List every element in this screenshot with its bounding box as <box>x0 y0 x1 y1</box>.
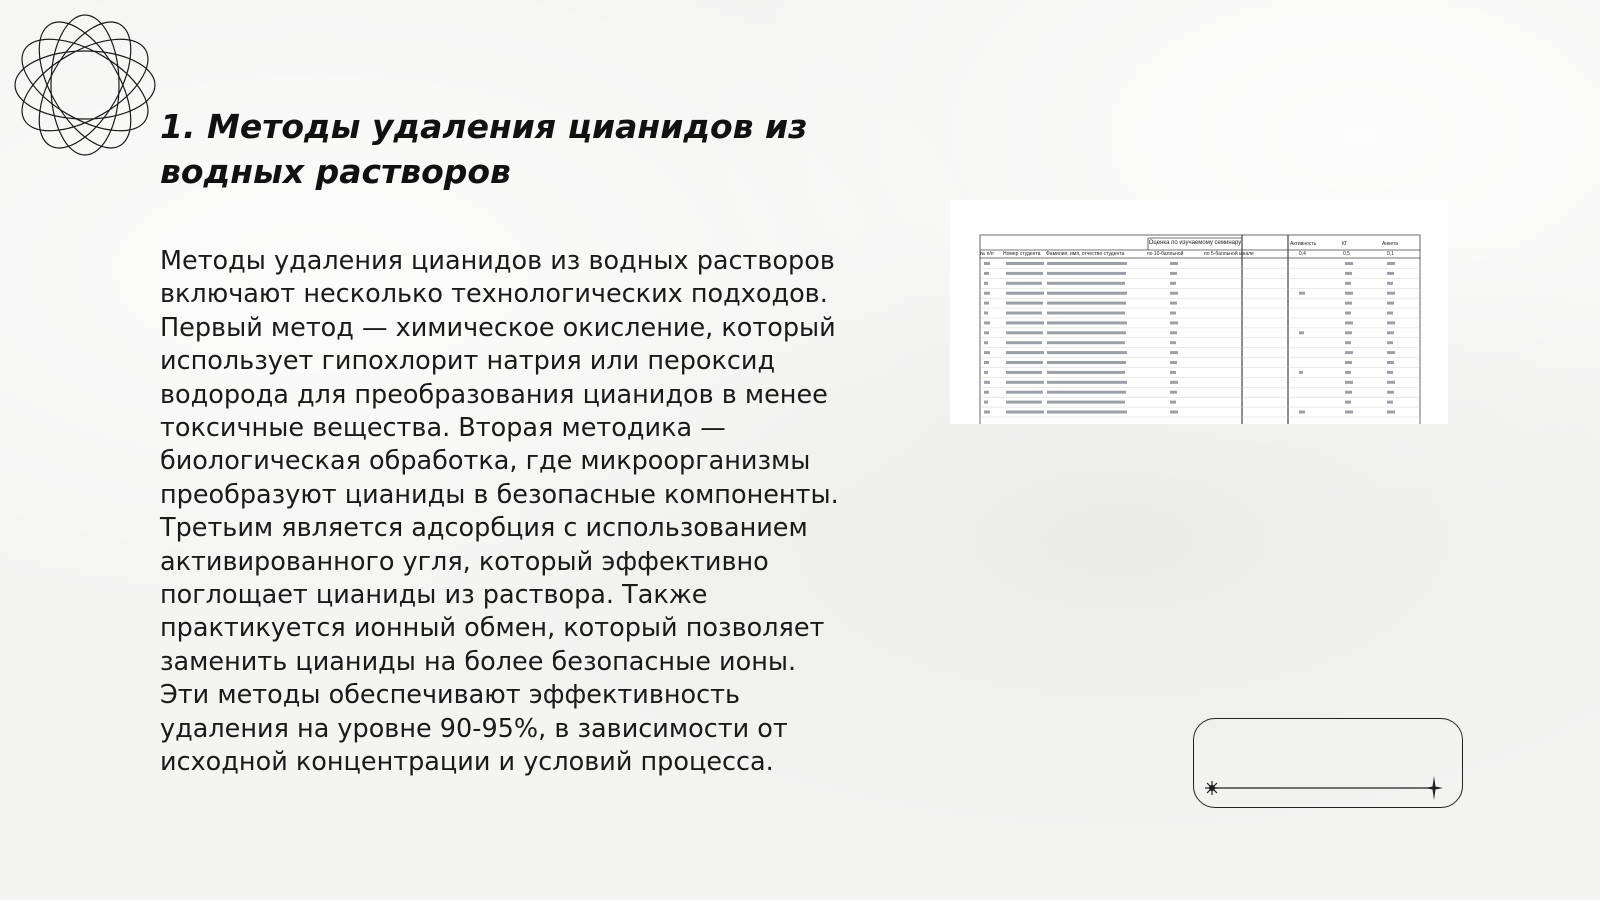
spreadsheet-image <box>950 200 1448 424</box>
slide-title: 1. Методы удаления цианидов из водных растворов <box>160 107 808 191</box>
decorative-frame <box>1193 718 1463 808</box>
sheet-row <box>980 351 1420 358</box>
sheet-row <box>980 331 1420 338</box>
sheet-column-header: КГ <box>1342 241 1348 247</box>
sheet-row <box>980 292 1420 299</box>
star-icon <box>1425 776 1443 800</box>
sheet-row <box>980 371 1420 378</box>
body-paragraph: Методы удаления цианидов из водных растворов включают несколько технологических подходов. Первый метод — химическое окисление, который использует гипохлорит натрия или пероксид водорода для преобразования цианидов в менее токсичные вещества. Вторая методика — биологическая обработка, где микроорганизмы преобразуют цианиды в безопасные компоненты. Третьим является адсорбция с использованием активированного угля, который эффективно поглощает цианиды из раствора. Также практикуется ионный обмен, который позволяет заменить цианиды на более безопасные ионы. Эти методы обеспечивают эффективность удаления на уровне 90-95%, в зависимости от исходной концентрации и условий процесса. <box>160 246 839 778</box>
sheet-coefficient: 0,5 <box>1343 251 1350 257</box>
sheet-coefficient: 0,4 <box>1299 251 1306 257</box>
sheet-column-header: по 5-балльной шкале <box>1204 251 1254 257</box>
orbital-rings-icon <box>10 10 160 160</box>
sheet-row <box>980 321 1420 328</box>
sheet-row <box>980 391 1420 398</box>
sheet-row <box>980 302 1420 309</box>
sheet-row <box>980 282 1420 289</box>
sheet-row <box>980 341 1420 348</box>
sheet-header-top: Оценка по изучаемому семинару <box>1148 240 1242 246</box>
sheet-row <box>980 411 1420 418</box>
sheet-row <box>980 262 1420 269</box>
sparkle-icon <box>1205 781 1219 795</box>
sheet-column-header: по 10-балльной <box>1147 251 1184 257</box>
sheet-column-header: Анкета <box>1382 241 1398 247</box>
sheet-row <box>980 381 1420 388</box>
sheet-column-header: Номер студента <box>1003 251 1041 257</box>
sheet-row <box>980 272 1420 279</box>
sheet-row <box>980 312 1420 319</box>
sheet-coefficient: 0,1 <box>1387 251 1394 257</box>
sheet-row <box>980 401 1420 408</box>
sheet-column-header: Активность <box>1290 241 1317 247</box>
sheet-column-header: № п/п <box>980 251 994 257</box>
sheet-column-header: Фамилия, имя, отчество студента <box>1046 251 1125 257</box>
sheet-row <box>980 361 1420 368</box>
